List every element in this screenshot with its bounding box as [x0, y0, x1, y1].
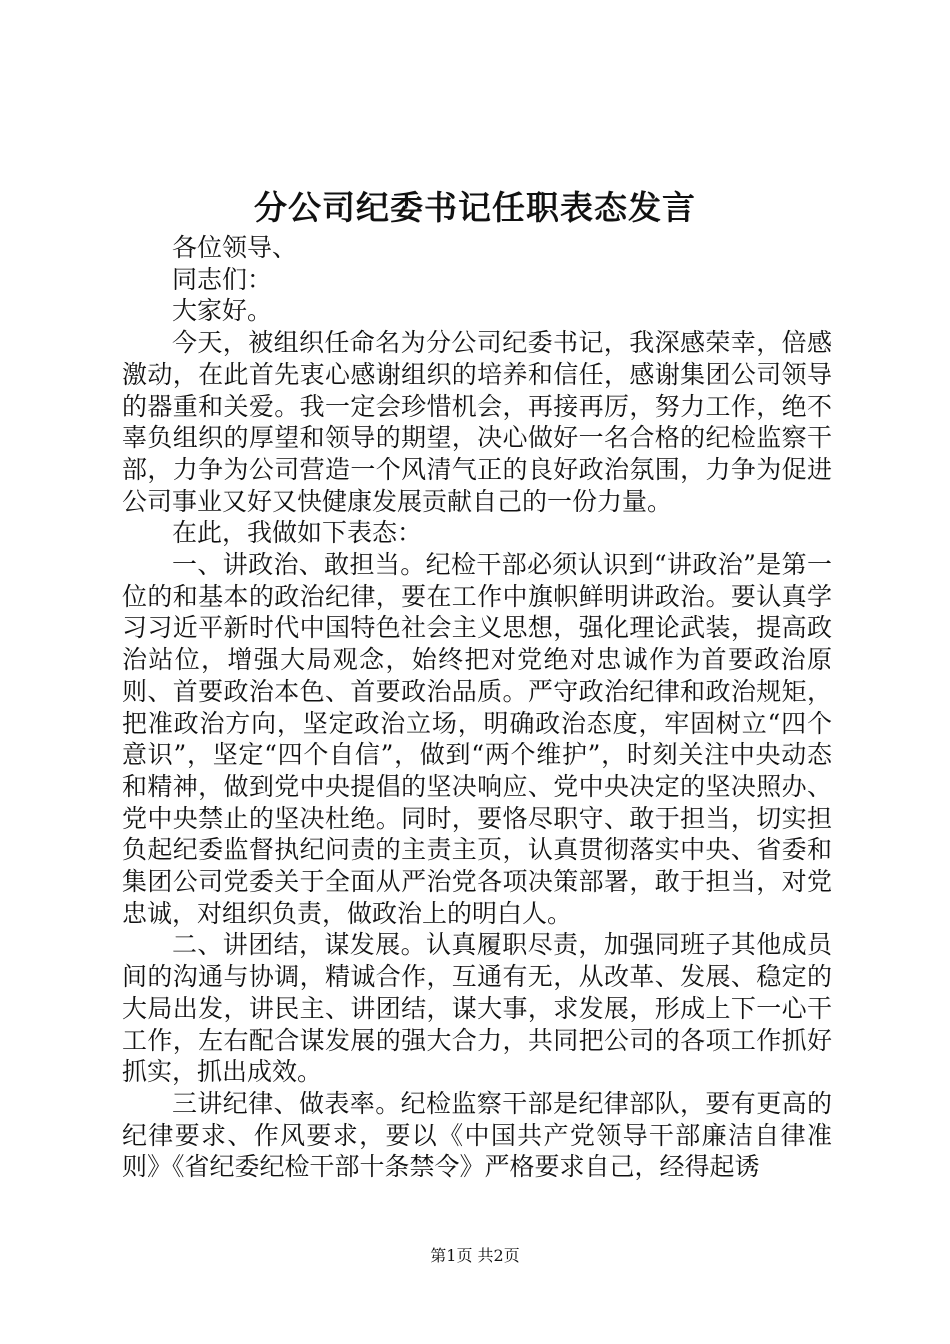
page-footer: 第1页 共2页: [430, 1246, 520, 1265]
document-body: [122, 232, 832, 1183]
paragraph-point-1: 一、讲政治、敢担当。纪检干部必须认识到“讲政治”是第一位的和基本的政治纪律，要在工作中旗帜鲜明讲政治。要认真学习习近平新时代中国特色社会主义思想，强化理论武装，提高政治站位，增强大局观念，始终把对党绝对忠诚作为首要政治原则、首要政治本色、首要政治品质。严守政治纪律和政治规矩，把准政治方向，坚定政治立场，明确政治态度，牢固树立“四个意识”，坚定“四个自信”，做到“两个维护”，时刻关注中央动态和精神，做到党中央提倡的坚决响应、党中央决定的坚决照办、党中央禁止的坚决杜绝。同时，要恪尽职守、敢于担当，切实担负起纪委监督执纪问责的主责主页，认真贯彻落实中央、省委和集团公司党委关于全面从严治党各项决策部署，敢于担当，对党忠诚，对组织负责，做政治上的明白人。: [122, 550, 832, 928]
page-title: 分公司纪委书记任职表态发言: [254, 188, 696, 227]
paragraph-point-3: 三讲纪律、做表率。纪检监察干部是纪律部队，要有更高的纪律要求、作风要求，要以《中国共产党领导干部廉洁自律准则》《省纪委纪检干部十条禁令》严格要求自己，经得起诱: [122, 1088, 832, 1182]
paragraph-intro: 今天，被组织任命名为分公司纪委书记，我深感荣幸，倍感激动，在此首先衷心感谢组织的培养和信任，感谢集团公司领导的器重和关爱。我一定会珍惜机会，再接再厉，努力工作，绝不辜负组织的厚望和领导的期望，决心做好一名合格的纪检监察干部，力争为公司营造一个风清气正的良好政治氛围，力争为促进公司事业又好又快健康发展贡献自己的一份力量。: [122, 328, 832, 516]
greeting: 大家好。: [172, 296, 273, 326]
salutation-leaders: 各位领导、: [172, 233, 298, 262]
salutation-comrades: 同志们：: [172, 264, 273, 294]
paragraph-point-2: 二、讲团结，谋发展。认真履职尽责，加强同班子其他成员间的沟通与协调，精诚合作，互通有无，从改革、发展、稳定的大局出发，讲民主、讲团结，谋大事，求发展，形成上下一心干工作，左右配合谋发展的强大合力，共同把公司的各项工作抓好抓实，抓出成效。: [122, 930, 832, 1087]
paragraph-statement-lead: 在此，我做如下表态：: [172, 518, 423, 548]
